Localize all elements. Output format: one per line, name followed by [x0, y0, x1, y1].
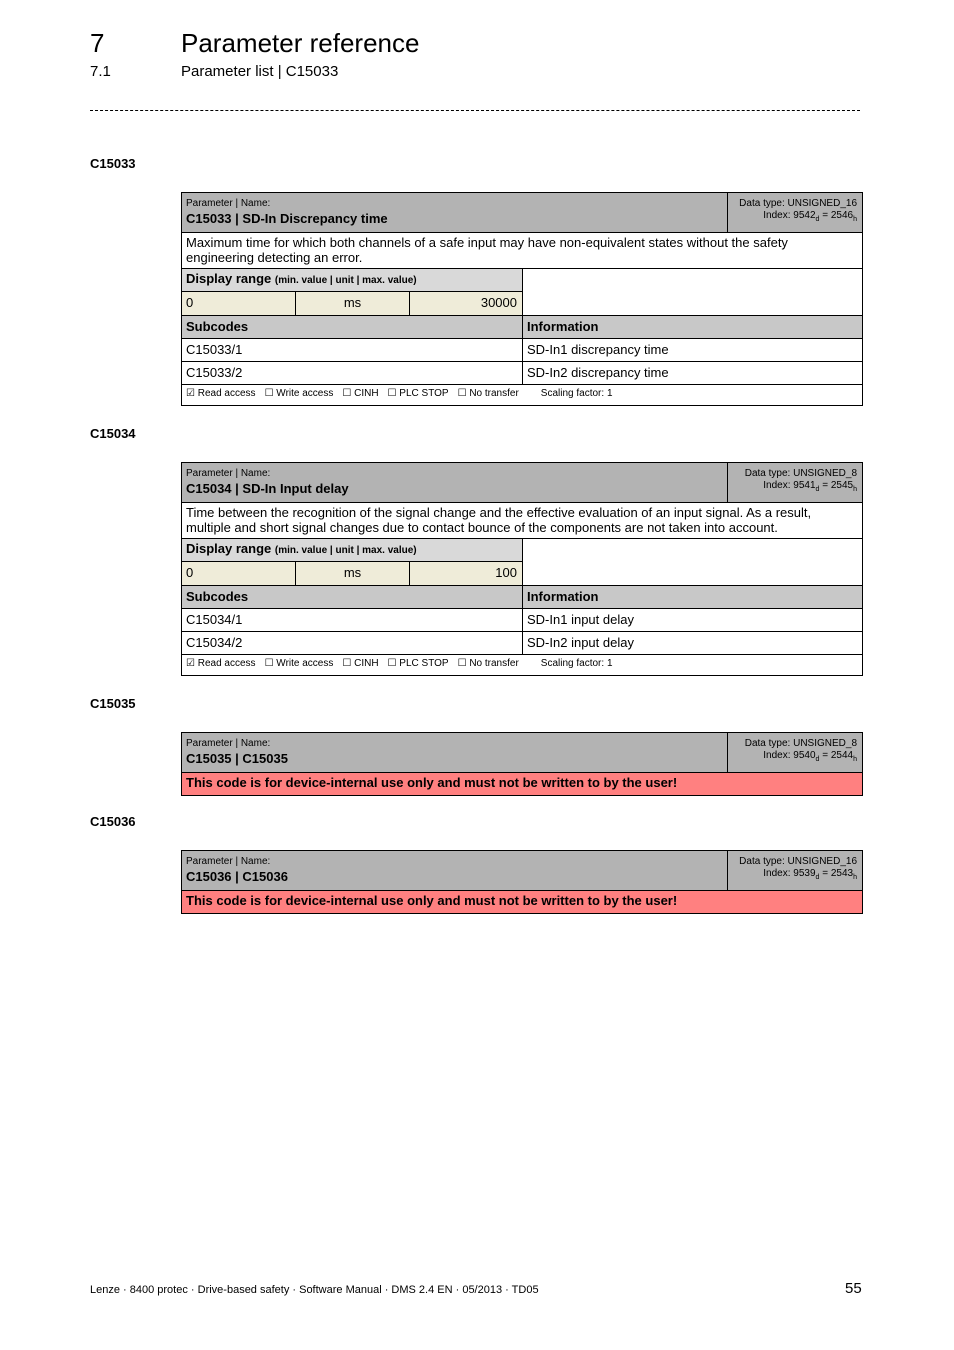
subcodes-header: Subcodes	[182, 316, 523, 338]
no-transfer-flag: ☐ No transfer	[457, 658, 519, 669]
range-unit: ms	[296, 562, 410, 585]
display-range-title: Display range (min. value | unit | max. value)	[182, 269, 522, 292]
subcode: C15033/1	[182, 339, 523, 361]
write-access-flag: ☐ Write access	[264, 388, 334, 399]
parameter-name: C15035 | C15035	[186, 751, 288, 766]
range-unit: ms	[296, 292, 410, 315]
index-value: Index: $9539_d = 2543_h$	[763, 868, 857, 881]
subcodes-header-row	[182, 316, 862, 339]
subcode: C15034/1	[182, 609, 523, 631]
information-header: Information	[527, 319, 599, 334]
no-transfer-flag: ☐ No transfer	[457, 388, 519, 399]
data-type: Data type: UNSIGNED_8	[744, 468, 857, 479]
table-row	[182, 339, 862, 362]
access-footer	[182, 385, 862, 405]
section-title: Parameter list | C15033	[181, 63, 339, 80]
chapter-number: 7	[90, 28, 105, 58]
parameter-description: Maximum time for which both channels of a safe input may have non-equivalent states without the safety engineering detecting an error.	[182, 233, 862, 269]
data-type-cell	[727, 463, 862, 502]
parameter-header	[182, 733, 862, 773]
plc-stop-flag: ☐ PLC STOP	[387, 658, 449, 669]
parameter-description: Time between the recognition of the signal change and the effective evaluation of an input signal. As a result, multiple and short signal changes due to contact bounce of the components are not taken into account.	[182, 503, 862, 539]
parameter-header	[182, 193, 862, 233]
subcode-info: SD-In2 input delay	[527, 635, 634, 650]
parameter-table	[181, 732, 863, 796]
table-row	[182, 609, 862, 632]
subcode: C15034/2	[182, 632, 523, 654]
code-heading: C15036	[90, 814, 136, 829]
code-heading: C15033	[90, 156, 136, 171]
index-value: Index: $9542_d = 2546_h$	[763, 210, 857, 223]
access-footer	[182, 655, 862, 675]
parameter-header	[182, 463, 862, 503]
read-access-flag: ☑ Read access	[186, 658, 256, 669]
parameter-name-label: Parameter | Name:	[186, 856, 271, 867]
page-footer: Lenze · 8400 protec · Drive-based safety · Software Manual · DMS 2.4 EN · 05/2013 · TD05	[90, 1284, 539, 1296]
range-min: 0	[182, 292, 296, 315]
parameter-name-label: Parameter | Name:	[186, 738, 271, 749]
parameter-name-label: Parameter | Name:	[186, 468, 271, 479]
subcodes-header-row	[182, 586, 862, 609]
code-heading: C15034	[90, 426, 136, 441]
range-max: 30000	[480, 295, 517, 310]
range-max: 100	[495, 565, 517, 580]
data-type-cell	[727, 193, 862, 232]
subcode: C15033/2	[182, 362, 523, 384]
header-divider	[90, 110, 860, 111]
plc-stop-flag: ☐ PLC STOP	[387, 388, 449, 399]
read-access-flag: ☑ Read access	[186, 388, 256, 399]
subcodes-header: Subcodes	[182, 586, 523, 608]
display-range	[182, 269, 862, 316]
data-type: Data type: UNSIGNED_16	[739, 198, 857, 209]
page-number: 55	[845, 1280, 862, 1297]
section-number: 7.1	[90, 63, 111, 80]
code-heading: C15035	[90, 696, 136, 711]
table-row	[182, 362, 862, 385]
write-access-flag: ☐ Write access	[264, 658, 334, 669]
data-type: Data type: UNSIGNED_8	[744, 738, 857, 749]
table-row	[182, 632, 862, 655]
subcode-info: SD-In1 discrepancy time	[527, 342, 669, 357]
scaling-factor: Scaling factor: 1	[540, 388, 613, 399]
parameter-table	[181, 850, 863, 914]
parameter-table	[181, 192, 863, 406]
cinh-flag: ☐ CINH	[342, 658, 379, 669]
parameter-table	[181, 462, 863, 676]
parameter-name-label: Parameter | Name:	[186, 198, 271, 209]
data-type-cell	[727, 851, 862, 890]
range-min: 0	[182, 562, 296, 585]
subcode-info: SD-In1 input delay	[527, 612, 634, 627]
parameter-header	[182, 851, 862, 891]
cinh-flag: ☐ CINH	[342, 388, 379, 399]
chapter-title: Parameter reference	[181, 28, 420, 58]
scaling-factor: Scaling factor: 1	[540, 658, 613, 669]
index-value: Index: $9540_d = 2544_h$	[763, 750, 857, 763]
internal-use-warning: This code is for device-internal use only and must not be written to by the user!	[182, 773, 862, 795]
parameter-name: C15036 | C15036	[186, 869, 288, 884]
parameter-name: C15034 | SD-In Input delay	[186, 481, 349, 496]
information-header: Information	[527, 589, 599, 604]
display-range	[182, 539, 862, 586]
data-type: Data type: UNSIGNED_16	[739, 856, 857, 867]
internal-use-warning: This code is for device-internal use only and must not be written to by the user!	[182, 891, 862, 913]
index-value: Index: $9541_d = 2545_h$	[763, 480, 857, 493]
subcode-info: SD-In2 discrepancy time	[527, 365, 669, 380]
parameter-name: C15033 | SD-In Discrepancy time	[186, 211, 388, 226]
display-range-title: Display range (min. value | unit | max. value)	[182, 539, 522, 562]
data-type-cell	[727, 733, 862, 772]
